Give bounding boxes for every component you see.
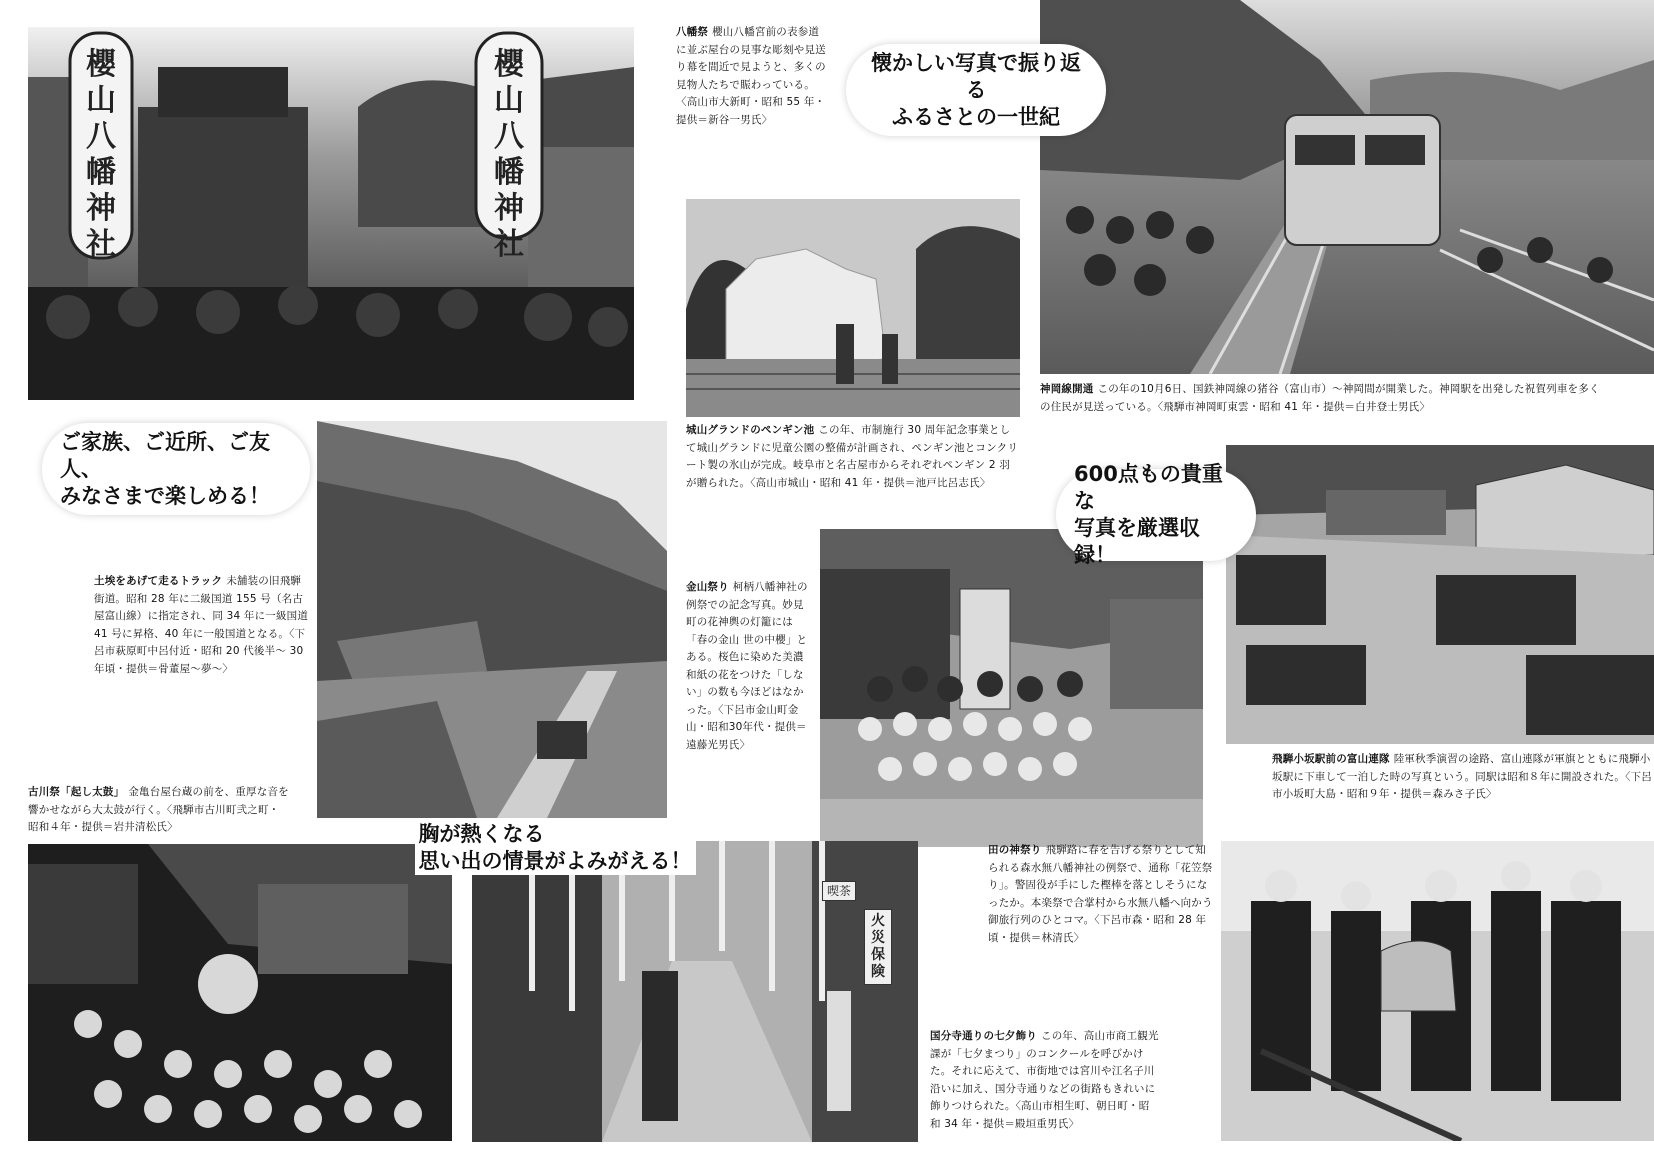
photo-hachiman-festival [28, 27, 634, 400]
lantern-text-left: 櫻山八幡神社 [86, 47, 116, 262]
caption-kanayama [686, 579, 814, 754]
headline-line: 600点もの貴重な [1074, 462, 1223, 513]
photo-furukawa-daiko [28, 844, 452, 1141]
caption-kosaka [1272, 751, 1654, 804]
caption-penguin [686, 422, 1020, 492]
caption-text: 柯柄八幡神社の例祭での記念写真。妙見町の花神輿の灯籠には「春の金山 世の中櫻」とある。桜色に染めた美濃和紙の花をつけた「しない」の数も今ほどはなかった。〈下呂市金山町金山・昭和30年代・提供＝遠藤光男氏〉 [686, 581, 808, 751]
lantern-text-right: 櫻山八幡神社 [494, 47, 524, 262]
photo-penguin-pond [686, 199, 1020, 417]
photo-truck-road [317, 421, 667, 818]
headline-line: 懐かしい写真で振り返る [871, 50, 1081, 102]
shop-sign-fire-insurance: 火災保険 [864, 909, 892, 985]
caption-kamioka [1040, 381, 1600, 416]
shop-sign-cafe: 喫茶 [822, 881, 856, 901]
photo-tanokami-procession [1221, 841, 1654, 1141]
caption-title: 田の神祭り [988, 844, 1042, 856]
caption-tanokami [988, 842, 1216, 947]
caption-text: この年の10月6日、国鉄神岡線の猪谷（富山市）〜神岡間が開業した。神岡駅を出発した祝賀列車を多くの住民が見送っている。〈飛騨市神岡町東雲・昭和 41 年・提供＝白井登士男氏〉 [1040, 383, 1600, 413]
headline-line: 思い出の情景がよみがえる！ [415, 848, 696, 875]
headline-line: みなさまで楽しめる！ [60, 483, 270, 508]
caption-text: 櫻山八幡宮前の表参道に並ぶ屋台の見事な彫刻や見送り幕を間近で見ようと、多くの見物人たちで賑わっている。〈高山市大新町・昭和 55 年・提供＝新谷一男氏〉 [676, 26, 826, 126]
caption-title: 土埃をあげて走るトラック [94, 575, 223, 587]
caption-text: 陸軍秋季演習の途路、富山連隊が軍旗とともに飛騨小坂駅に下車して一泊した時の写真という。同駅は昭和８年に開設された。〈下呂市小坂町大島・昭和９年・提供＝森みさ子氏〉 [1272, 753, 1652, 800]
headline-line: ふるさとの一世紀 [892, 104, 1060, 129]
caption-title: 古川祭「起し太鼓」 [28, 786, 125, 798]
caption-tanabata [930, 1028, 1160, 1133]
caption-title: 八幡祭 [676, 26, 709, 38]
headline-line: 写真を厳選収録！ [1074, 516, 1200, 567]
caption-title: 飛騨小坂駅前の富山連隊 [1272, 753, 1390, 765]
headline-badge-2 [42, 423, 310, 515]
caption-text: この年、市制施行 30 周年記念事業として城山グランドに児童公園の整備が計画され、ペンギン池とコンクリート製の氷山が完成。岐阜市と名古屋市からそれぞれペンギン 2 羽が贈られた。〈高山市城山・昭和 41 年・提供＝池戸比呂志氏〉 [686, 424, 1019, 489]
caption-title: 国分寺通りの七夕飾り [930, 1030, 1037, 1042]
caption-text: 飛騨路に春を告げる祭りとして知られる森水無八幡神社の例祭で、通称「花笠祭り」。警固役が手にした樫棒を落としそうになったか。本楽祭で合掌村から水無八幡へ向かう御旅行列のひとコマ。〈下呂市森・昭和 28 年頃・提供＝林清氏〉 [988, 844, 1213, 944]
headline-badge-1 [846, 44, 1106, 136]
headline-badge-4 [395, 811, 715, 885]
photo-tanabata-street [472, 841, 918, 1142]
caption-text: この年、高山市商工観光課が「七夕まつり」のコンクールを呼びかけた。それに応えて、市街地では宮川や江名子川沿いに加え、国分寺通りなどの街路もきれいに飾りつけられた。〈高山市相生町、朝日町・昭和 34 年・提供＝殿垣重男氏〉 [930, 1030, 1159, 1130]
caption-title: 城山グランドのペンギン池 [686, 424, 815, 436]
headline-line: ご家族、ご近所、ご友人、 [60, 429, 270, 481]
caption-title: 神岡線開通 [1040, 383, 1094, 395]
headline-line: 胸が熱くなる [415, 821, 696, 848]
photo-kosaka-regiment [1226, 445, 1654, 744]
headline-badge-3 [1056, 462, 1256, 567]
caption-text: 未舗装の旧飛騨街道。昭和 28 年に二級国道 155 号（名古屋富山線）に指定され、同 34 年に一級国道 41 号に昇格、40 年に一般国道となる。〈下呂市萩原町中呂付近・昭和 20 代後半〜 30 年頃・提供＝骨董屋〜夢〜〉 [94, 575, 309, 675]
caption-text: 金亀台屋台蔵の前を、重厚な音を響かせながら大太鼓が行く。〈飛騨市古川町弐之町・昭和４年・提供＝岩井清松氏〉 [28, 786, 289, 833]
caption-title: 金山祭り [686, 581, 729, 593]
photo-kamioka-train [1040, 0, 1654, 374]
caption-truck [94, 573, 311, 678]
photo-kanayama-festival [820, 529, 1203, 847]
caption-furukawa [28, 784, 290, 837]
caption-hachiman [676, 24, 826, 129]
